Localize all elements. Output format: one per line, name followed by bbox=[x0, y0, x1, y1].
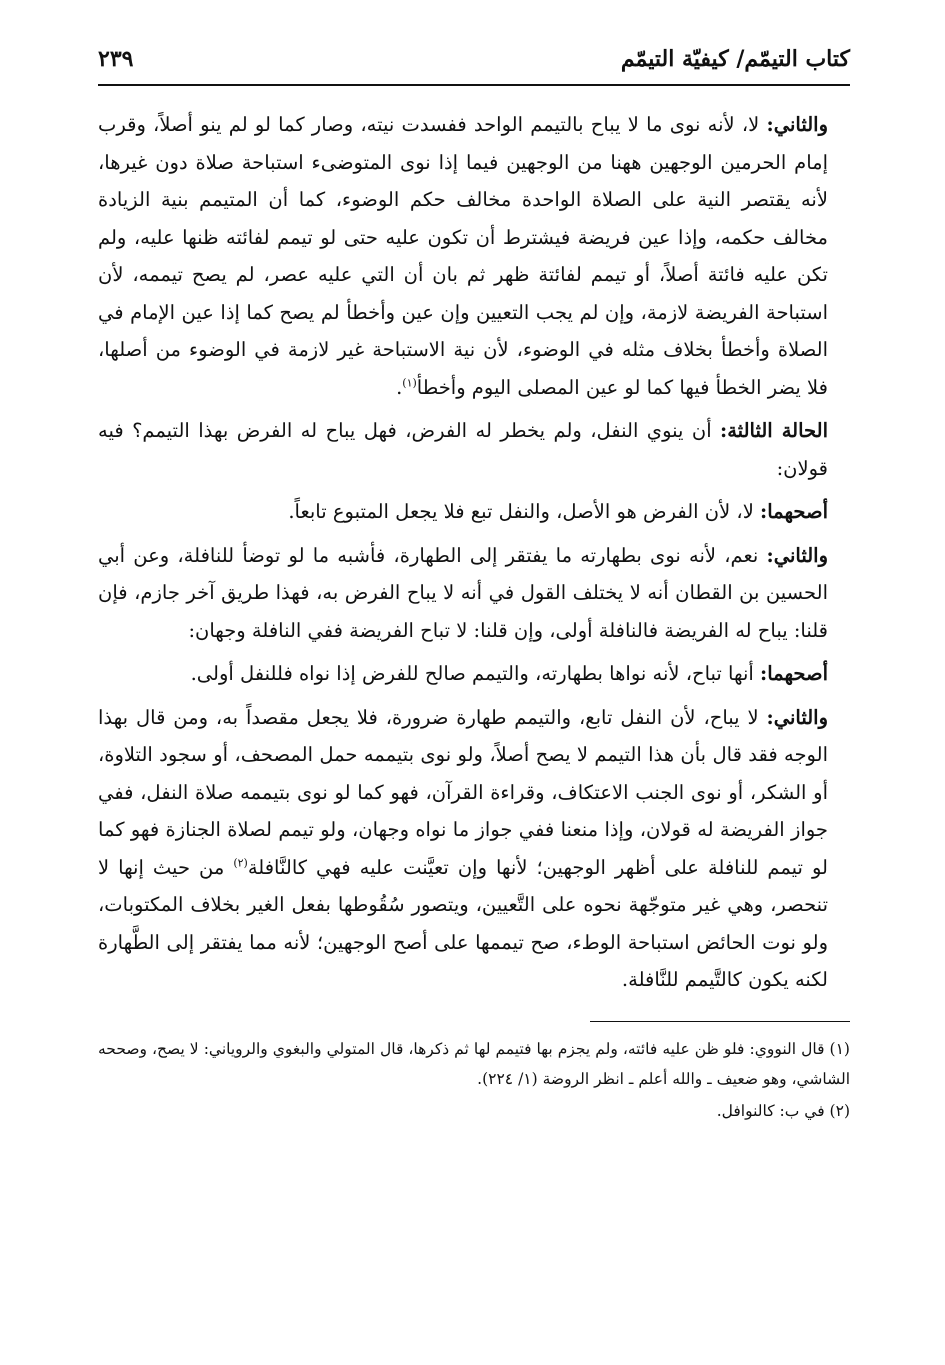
paragraph-text: لا، لأنه نوى ما لا يباح بالتيمم الواحد ففسدت نيته، وصار كما لو لم ينو أصلاً، وقرب إمام الحرمين الوجهين ههنا من الوجهين فيما إذا نوى المتوضىء استباحة صلاة دون غيرها، لأنه يقتصر النية على الصلاة الواحدة مخالف حكم الوضوء، كما أن المتيمم بنية الزيادة مخالف حكمه، وإذا عين فريضة فيشترط أن تكون عليه حتى لو تيمم لفائته ظنها عليه، ولم تكن عليه فائتة أصلاً، أو تيمم لفائتة ظهر ثم بان أن التي عليه عصر، لم يصح تيممه، لأن استباحة الفريضة لازمة، وإن لم يجب التعيين وإن عين وأخطأ لم يصح كما إذا عين الإمام في الصلاة وأخطأ بخلاف مثله في الوضوء، لأن نية الاستباحة غير لازمة في الوضوء من أصلها، فلا يضر الخطأ فيها كما لو عين المصلى اليوم وأخطأ bbox=[98, 113, 828, 399]
footnote-ref: (١) bbox=[402, 376, 417, 389]
paragraph-text: لا يباح، لأن النفل تابع، والتيمم طهارة ضرورة، فلا يجعل مقصداً به، ومن قال بهذا الوجه فقد قال بأن هذا التيمم لا يصح أصلاً، ولو نوى بتيممه حمل المصحف، أو سجود التلاوة، أو الشكر، أو نوى الجنب الاعتكاف، وقراءة القرآن، فهو كما لو نوى بتيممه صلاة النفل، ففي جواز الفريضة له قولان، وإذا منعنا ففي جواز ما نواه وجهان، ولو تيمم لصلاة الجنازة فهو كما لو تيمم للنافلة على أظهر الوجهين؛ لأنها وإن تعيَّنت عليه فهي كالنَّافلة bbox=[98, 705, 828, 879]
paragraph-text: لا، لأن الفرض هو الأصل، والنفل تبع فلا يجعل المتبوع تابعاً. bbox=[288, 500, 754, 523]
footnotes bbox=[98, 1034, 850, 1126]
paragraph-text: أن ينوي النفل، ولم يخطر له الفرض، فهل يباح له الفرض بهذا التيمم؟ فيه قولان: bbox=[98, 419, 828, 480]
paragraph-text: نعم، لأنه نوى بطهارته ما يفتقر إلى الطهارة، فأشبه ما لو توضأ للنافلة، وعن أبي الحسين بن القطان أنه لا يختلف القول في أنه لا يباح الفرض به، فهذا طريق آخر جازم، فإن قلنا: يباح له الفريضة فالنافلة أولى، وإن قلنا: لا تباح الفريضة ففي النافلة وجهان: bbox=[98, 543, 828, 642]
footnote-text: قال النووي: فلو ظن عليه فائته، ولم يجزم بها فتيمم لها ثم ذكرها، قال المتولي والبغوي والروياني: لا يصح، وصححه الشاشي، وهو ضعيف ـ والله أعلم ـ انظر الروضة (١/ ٢٢٤). bbox=[98, 1039, 850, 1088]
paragraph-lead: أصحهما: bbox=[760, 662, 828, 685]
paragraph bbox=[98, 106, 850, 406]
paragraph bbox=[98, 699, 850, 999]
paragraph bbox=[98, 655, 850, 693]
footnote-text: في ب: كالنوافل. bbox=[716, 1101, 825, 1120]
paragraph-tail: من حيث إنها لا تنحصر، وهي غير متوجّهة نحوه على التَّعيين، ويتصور سُقُوطها بفعل الغير بخلاف المكتوبات، ولو نوت الحائض استباحة الوطء، صح تيممها على أصح الوجهين؛ لأنه مما يفتقر إلى الطَّهارة لكنه يكون كالتَّيمم للنَّافلة. bbox=[98, 855, 828, 991]
header-title: كتاب التيمّم/ كيفيّة التيمّم bbox=[620, 46, 850, 72]
footnote-separator bbox=[590, 1021, 850, 1022]
paragraph-tail: . bbox=[396, 375, 403, 399]
paragraph-lead: والثاني: bbox=[766, 705, 828, 729]
paragraph-text: أنها تباح، لأنه نواها بطهارته، والتيمم صالح للفرض إذا نواه فللنفل أولى. bbox=[190, 662, 754, 685]
paragraph-lead: أصحهما: bbox=[760, 500, 828, 523]
main-text bbox=[98, 106, 850, 999]
footnote-number: (٢) bbox=[829, 1101, 850, 1120]
paragraph bbox=[98, 537, 850, 650]
book-page bbox=[98, 40, 850, 1340]
footnote bbox=[98, 1096, 850, 1126]
paragraph bbox=[98, 412, 850, 487]
running-header bbox=[98, 40, 850, 86]
paragraph bbox=[98, 493, 850, 531]
page-number: ٢٣٩ bbox=[98, 46, 134, 72]
paragraph-lead: والثاني: bbox=[766, 543, 828, 567]
paragraph-lead: والثاني: bbox=[766, 113, 828, 136]
footnote-ref: (٢) bbox=[233, 856, 248, 869]
footnote bbox=[98, 1034, 850, 1094]
paragraph-lead: الحالة الثالثة: bbox=[720, 419, 828, 442]
footnote-number: (١) bbox=[829, 1039, 850, 1058]
